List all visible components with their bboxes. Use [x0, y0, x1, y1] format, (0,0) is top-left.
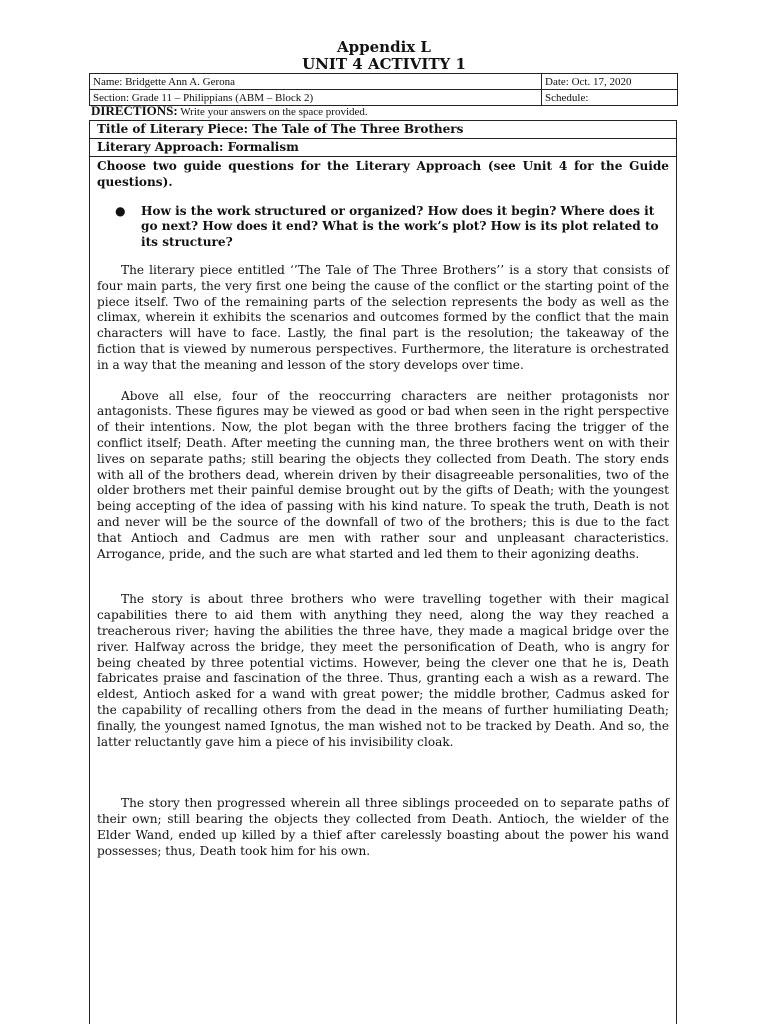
paragraph: The literary piece entitled ‘’The Tale of The Three Brothers’’ is a story that consists of four main parts, the very first one being the cause of the conflict or the starting point of the piece itself. Two of the remaining parts of the selection represents the body as well as the climax, wherein it exhibits the scenarios and outcomes formed by the conflict that the main characters will have to face. Lastly, the final part is the resolution; the takeaway of the fiction that is viewed by numerous perspectives. Furthermore, the literature is orchestrated in a way that the meaning and lesson of the story develops over time.	[97, 262, 669, 372]
appendix-title: Appendix L	[337, 38, 431, 56]
paragraph: The story then progressed wherein all three siblings proceeded on to separate paths of their own; still bearing the objects they collected from Death. Antioch, the wielder of the Elder Wand, ended up killed by a thief after carelessly boasting about the power his wand possesses; thus, Death took him for his own.	[97, 796, 669, 858]
paragraph: The story is about three brothers who were travelling together with their magical capabilities there to aid them with anything they need, along the way they reached a treacherous river; having the abilities the three have, they made a magical bridge over the river. Halfway across the bridge, they meet the personification of Death, who is angry for being cheated by three potential victims. However, being the clever one that he is, Death fabricates praise and fascination of the three. Thus, granting each a wish as a reward. The eldest, Antioch asked for a wand with great power; the middle brother, Cadmus asked for the capability of recalling others from the dead in the means of further humiliating Death; finally, the youngest named Ignotus, the man wished not to be tracked by Death. And so, the latter reluctantly gave him a piece of his invisibility cloak.	[97, 592, 669, 749]
paragraph: Above all else, four of the reoccurring characters are neither protagonists nor antagonists. These figures may be viewed as good or bad when seen in the right perspective of their intentions. Now, the plot began with the three brothers facing the trigger of the conflict itself; Death. After meeting the cunning man, the three brothers went on with their lives on separate paths; still bearing the objects they collected from Death. The story ends with all of the brothers dead, wherein driven by their disagreeable personalities, two of the older brothers met their painful demise brought out by the gifts of Death; with the youngest being accepting of the idea of passing with his kind nature. To speak the truth, Death is not and never will be the source of the downfall of two of the brothers; this is due to the fact that Antioch and Cadmus are men with rather sour and unpleasant characteristics. Arrogance, pride, and the such are what started and led them to their agonizing deaths.	[97, 388, 669, 561]
directions-label: DIRECTIONS:	[91, 103, 178, 118]
answer-content	[90, 157, 676, 859]
date-cell: Date: Oct. 17, 2020	[542, 74, 678, 90]
bullet-icon: ●	[115, 203, 126, 218]
literary-piece-title: Title of Literary Piece: The Tale of The Three Brothers	[90, 121, 676, 139]
section-cell: Section: Grade 11 – Philippians (ABM – Block 2)	[90, 90, 542, 106]
schedule-cell: Schedule:	[542, 90, 678, 106]
directions	[91, 103, 368, 119]
student-info-table	[89, 73, 678, 106]
table-row	[90, 74, 678, 90]
answer-box	[89, 120, 677, 1024]
directions-text: Write your answers on the space provided.	[177, 106, 368, 118]
literary-approach: Literary Approach: Formalism	[90, 139, 676, 157]
guide-question	[97, 204, 669, 251]
name-cell: Name: Bridgette Ann A. Gerona	[90, 74, 542, 90]
guide-instruction: Choose two guide questions for the Literary Approach (see Unit 4 for the Guide questions).	[97, 159, 669, 189]
unit-title: UNIT 4 ACTIVITY 1	[302, 55, 466, 73]
guide-question-text: How is the work structured or organized? How does it begin? Where does it go next? How does it end? What is the work’s plot? How is its plot related to its structure?	[141, 203, 659, 250]
